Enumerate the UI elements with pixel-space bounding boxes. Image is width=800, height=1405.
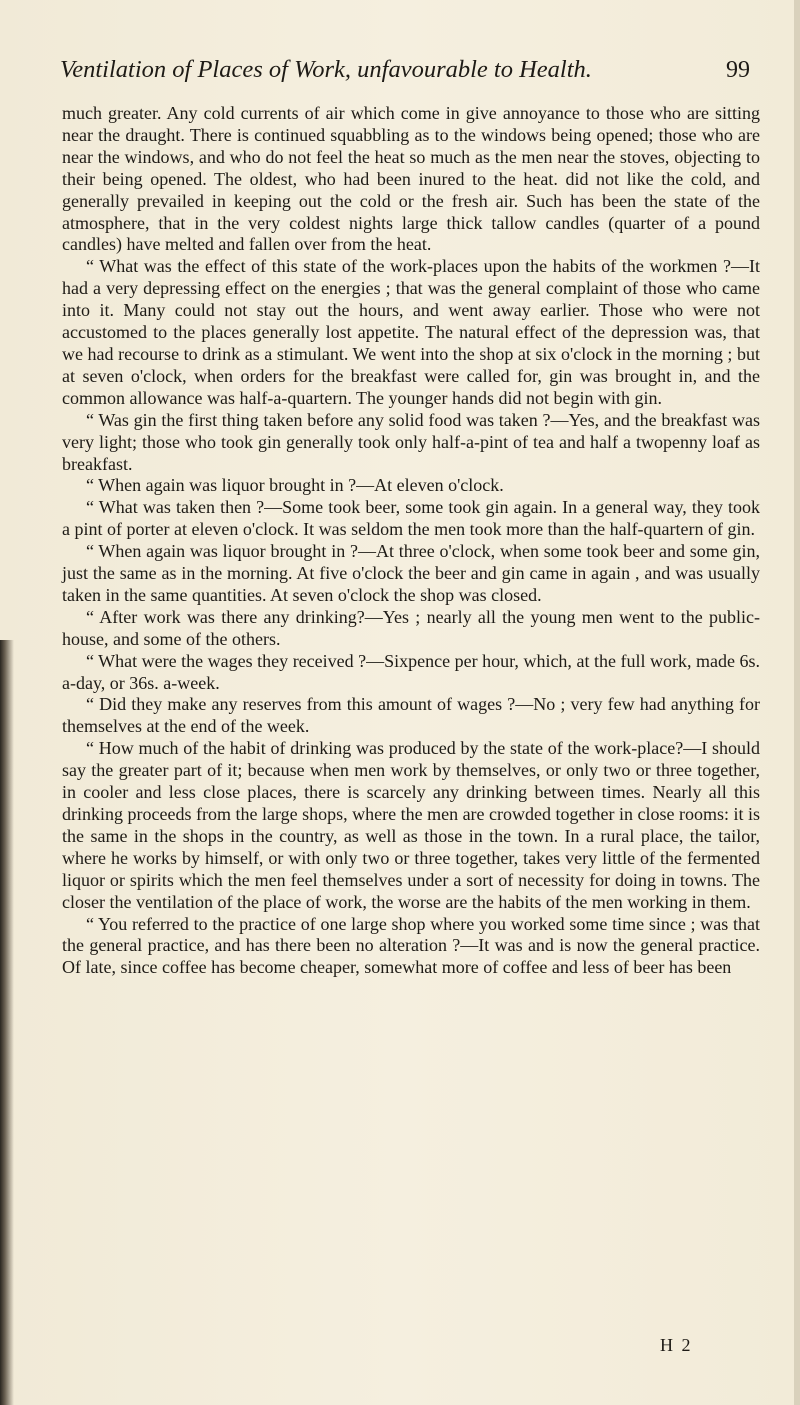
paragraph: much greater. Any cold currents of air which come in give annoyance to those who are sitting near the draught. There is continued squabbling as to the windows being opened; those who are near the windows, and who do not feel the heat so much as the men near the stoves, objecting to their being opened. The oldest, who had been inured to the heat. did not like the cold, and generally prevailed in keeping out the cold or the fresh air. Such has been the state of the atmosphere, that in the very coldest nights large thick tallow candles (quarter of a pound candles) have melted and fallen over from the heat. bbox=[62, 103, 760, 255]
paragraph: “ When again was liquor brought in ?—At eleven o'clock. bbox=[86, 475, 504, 496]
paragraph: “ When again was liquor brought in ?—At three o'clock, when some took beer and some gin, just the same as in the morning. At five o'clock the beer and gin came in again , and was usually taken in the same quantities. At seven o'clock the shop was closed. bbox=[62, 541, 760, 605]
paragraph: “ Did they make any reserves from this amount of wages ?—No ; very few had anything for themselves at the end of the week. bbox=[62, 694, 760, 737]
signature-mark: H 2 bbox=[660, 1335, 693, 1355]
paragraph: “ You referred to the practice of one large shop where you worked some time since ; was that the general practice, and has there been no alteration ?—It was and is now the general practice. Of late, since coffee has become cheaper, somewhat more of coffee and less of beer has been bbox=[62, 913, 760, 978]
body-text bbox=[62, 103, 760, 979]
paragraph: “ Was gin the first thing taken before any solid food was taken ?—Yes, and the breakfast was very light; those who took gin generally took only half-a-pint of tea and half a twopenny loaf as breakfast. bbox=[62, 409, 760, 474]
binding-shadow bbox=[0, 640, 14, 1405]
running-title: Ventilation of Places of Work, unfavourable to Health. bbox=[60, 56, 592, 83]
paragraph: “ What was taken then ?—Some took beer, some took gin again. In a general way, they took a pint of porter at eleven o'clock. It was seldom the men took more than the half-quartern of gin. bbox=[62, 497, 760, 540]
paragraph: “ What were the wages they received ?—Sixpence per hour, which, at the full work, made 6s. a-day, or 36s. a-week. bbox=[62, 650, 760, 693]
running-header bbox=[60, 56, 756, 84]
page-edge bbox=[794, 0, 800, 1405]
paragraph: “ How much of the habit of drinking was produced by the state of the work-place?—I should say the greater part of it; because when men work by themselves, or only two or three together, in cooler and less close places, there is scarcely any drinking between times. Nearly all this drinking proceeds from the large shops, where the men are crowded together in close rooms: it is the same in the shops in the country, as well as those in the town. In a rural place, the tailor, where he works by himself, or with only two or three together, takes very little of the fermented liquor or spirits which the men feel themselves under a sort of necessity for doing in towns. The closer the ventilation of the place of work, the worse are the habits of the men working in them. bbox=[62, 738, 760, 912]
page-number: 99 bbox=[726, 57, 750, 83]
paragraph: “ What was the effect of this state of the work-places upon the habits of the workmen ?—It had a very depressing effect on the energies ; that was the general complaint of those who came into it. Many could not stay out the hours, and went away earlier. Those who were not accustomed to the places generally lost appetite. The natural effect of the depression was, that we had recourse to drink as a stimulant. We went into the shop at six o'clock in the morning ; but at seven o'clock, when orders for the breakfast were called for, gin was brought in, and the common allowance was half-a-quartern. The younger hands did not begin with gin. bbox=[62, 256, 760, 408]
paragraph: “ After work was there any drinking?—Yes ; nearly all the young men went to the public-house, and some of the others. bbox=[62, 606, 760, 649]
